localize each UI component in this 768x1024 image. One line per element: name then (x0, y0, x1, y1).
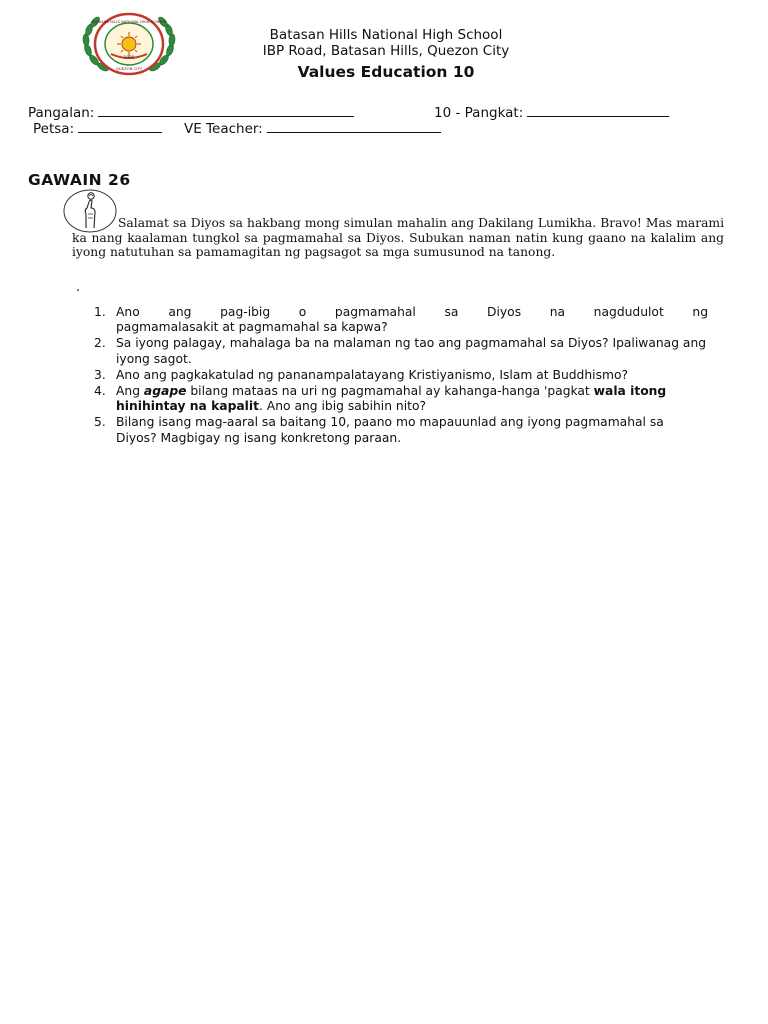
teacher-field (184, 119, 441, 137)
school-name: Batasan Hills National High School (269, 27, 503, 43)
question-list (82, 305, 708, 447)
logo-city-text: QUEZON CITY (115, 66, 143, 71)
intro-paragraph: Salamat sa Diyos sa hakbang mong simulan mahalin ang Dakilang Lumikha. Bravo! Mas marami ka nang kaalaman tungkol sa pagmamahal sa Diyos. Subukan naman natin kung gaano na kalalim ang iyong natutuhan sa pamamagitan ng pagsagot sa mga sumusunod na tanong. (72, 216, 724, 259)
question-text-post: . Ano ang ibig sabihin nito? (258, 399, 426, 414)
date-field (33, 119, 162, 137)
name-blank[interactable] (98, 103, 354, 117)
school-seal-logo (78, 10, 180, 78)
teacher-blank[interactable] (267, 119, 441, 133)
question-text: Bilang isang mag-aaral sa baitang 10, paano mo mapauunlad ang iyong pagmamahal sa Diyos? Magbigay ng isang konkretong paraan. (116, 415, 664, 445)
school-header (230, 27, 542, 83)
question-number: 4. (94, 384, 106, 399)
question-text-pre: Ang (116, 384, 144, 399)
question-number: 3. (94, 367, 106, 382)
teacher-label: VE Teacher: (184, 121, 263, 137)
question-item (82, 384, 708, 414)
question-number: 5. (94, 415, 106, 430)
logo-ring-text: BATASAN HILLS NATIONAL HIGH SCHOOL (92, 20, 166, 24)
date-blank[interactable] (78, 119, 162, 133)
section-field (434, 103, 669, 121)
question-number: 2. (94, 336, 106, 351)
school-address: IBP Road, Batasan Hills, Quezon City (262, 43, 510, 59)
question-text: Sa iyong palagay, mahalaga ba na malaman ng tao ang pagmamahal sa Diyos? Ipaliwanag ang iyong sagot. (116, 336, 707, 366)
question-text: Ano ang pagkakatulad ng pananampalatayang Kristiyanismo, Islam at Buddhismo? (116, 367, 629, 382)
bullet-dot: . (76, 280, 81, 295)
question-item (82, 368, 708, 383)
activity-title: GAWAIN 26 (28, 171, 131, 189)
subject-title: Values Education 10 (297, 63, 475, 81)
section-blank[interactable] (527, 103, 669, 117)
question-item (82, 336, 708, 366)
logo-year-text: 1995 (123, 55, 135, 60)
question-item (82, 415, 708, 445)
quoted-phrase: wala itong hinihintay na kapalit (116, 384, 667, 414)
question-text-line2: pagmamalasakit at pagmamahal sa kapwa? (116, 320, 388, 335)
question-item (82, 305, 708, 335)
name-label: Pangalan: (28, 105, 95, 121)
question-text-mid: bilang mataas na uri ng pagmamahal ay kahanga-hanga 'pagkat (186, 384, 594, 399)
agape-term: agape (143, 384, 187, 399)
section-label: 10 - Pangkat: (434, 105, 524, 121)
question-number: 1. (94, 305, 106, 319)
question-text-line1: Ano ang pag-ibig o pagmamahal sa Diyos na nagdudulot ng (116, 305, 708, 319)
date-label: Petsa: (33, 121, 75, 137)
